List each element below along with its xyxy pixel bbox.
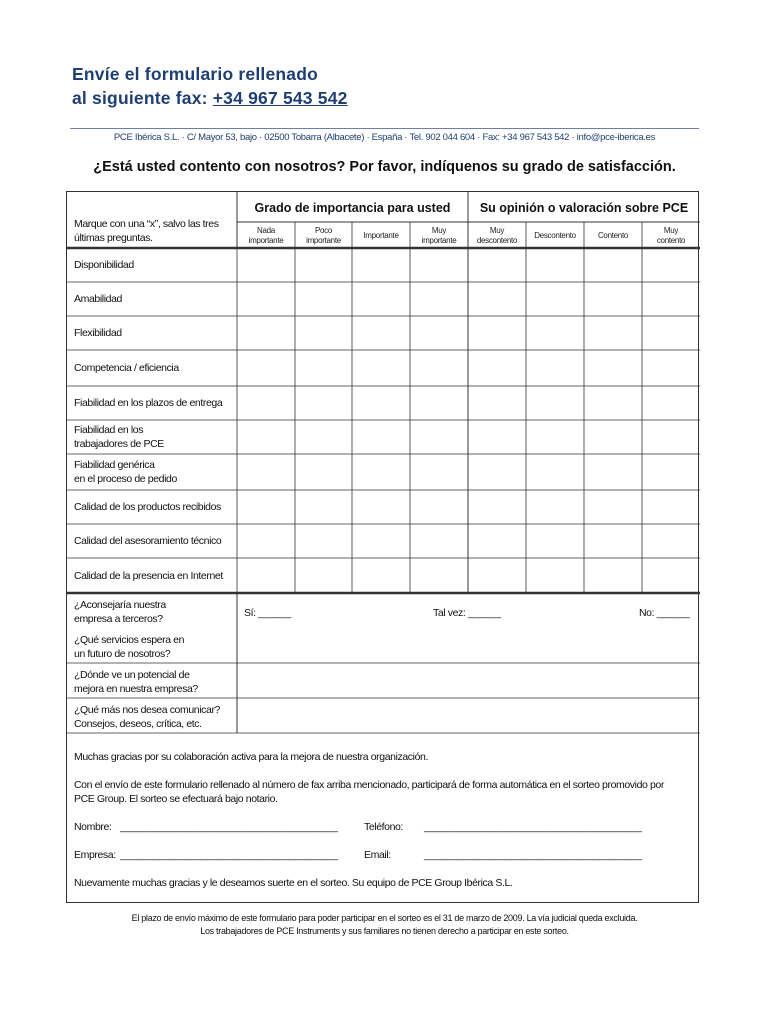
fax-instructions-line2: al siguiente fax: +34 967 543 542	[72, 88, 348, 108]
opinion-checkbox-cell[interactable]	[526, 248, 584, 282]
importance-checkbox-cell[interactable]	[237, 524, 295, 558]
rating-row-label: Calidad de la presencia en Internet	[74, 569, 223, 582]
opinion-checkbox-cell[interactable]	[642, 524, 700, 558]
opinion-checkbox-cell[interactable]	[584, 282, 642, 316]
form-instructions: Marque con una “x”, salvo las tres últimas preguntas.	[74, 218, 219, 244]
phone-label: Teléfono:	[364, 821, 404, 833]
company-address: PCE Ibérica S.L. · C/ Mayor 53, bajo · 02500 Tobarra (Albacete) · España · Tel. 902 044 604 · Fax: +34 967 543 542 · info@pce-iberica.es	[113, 132, 656, 143]
importance-checkbox-cell[interactable]	[237, 420, 295, 454]
phone-field[interactable]: ________________________________________	[424, 821, 642, 833]
importance-checkbox-cell[interactable]	[295, 558, 352, 593]
importance-checkbox-cell[interactable]	[295, 454, 352, 490]
importance-checkbox-cell[interactable]	[295, 386, 352, 420]
opinion-checkbox-cell[interactable]	[584, 490, 642, 524]
importance-checkbox-cell[interactable]	[410, 420, 468, 454]
opinion-checkbox-cell[interactable]	[468, 490, 526, 524]
email-field[interactable]: ________________________________________	[424, 849, 642, 861]
importance-checkbox-cell[interactable]	[295, 316, 352, 350]
importance-checkbox-cell[interactable]	[352, 316, 410, 350]
importance-checkbox-cell[interactable]	[410, 316, 468, 350]
importance-checkbox-cell[interactable]	[237, 386, 295, 420]
opinion-checkbox-cell[interactable]	[468, 386, 526, 420]
company-label: Empresa:	[74, 849, 116, 861]
importance-checkbox-cell[interactable]	[237, 490, 295, 524]
opinion-checkbox-cell[interactable]	[468, 282, 526, 316]
satisfaction-form	[66, 191, 699, 903]
fax-instructions-line1: Envíe el formulario rellenado	[72, 64, 319, 84]
opinion-checkbox-cell[interactable]	[642, 454, 700, 490]
importance-checkbox-cell[interactable]	[352, 558, 410, 593]
importance-level-label: Muy importante	[421, 225, 457, 245]
importance-checkbox-cell[interactable]	[295, 282, 352, 316]
importance-checkbox-cell[interactable]	[237, 350, 295, 386]
opinion-checkbox-cell[interactable]	[642, 248, 700, 282]
importance-checkbox-cell[interactable]	[352, 490, 410, 524]
name-label: Nombre:	[74, 821, 112, 833]
opinion-checkbox-cell[interactable]	[468, 558, 526, 593]
opinion-checkbox-cell[interactable]	[526, 558, 584, 593]
header-divider	[70, 128, 699, 129]
fax-number: +34 967 543 542	[212, 88, 348, 108]
recommend-question: ¿Aconsejaría nuestra empresa a terceros?	[74, 599, 166, 625]
open-answer-field[interactable]	[238, 630, 699, 662]
importance-checkbox-cell[interactable]	[237, 248, 295, 282]
importance-checkbox-cell[interactable]	[352, 248, 410, 282]
opinion-checkbox-cell[interactable]	[526, 316, 584, 350]
recommend-no[interactable]: No: ______	[639, 607, 690, 619]
email-label: Email:	[364, 849, 391, 861]
rating-row-label: Fiabilidad en los trabajadores de PCE	[74, 424, 164, 450]
rating-row-label: Calidad de los productos recibidos	[74, 501, 221, 513]
importance-checkbox-cell[interactable]	[410, 248, 468, 282]
importance-checkbox-cell[interactable]	[410, 558, 468, 593]
importance-checkbox-cell[interactable]	[410, 524, 468, 558]
opinion-checkbox-cell[interactable]	[584, 454, 642, 490]
fax-instructions	[72, 62, 348, 110]
importance-checkbox-cell[interactable]	[237, 282, 295, 316]
importance-checkbox-cell[interactable]	[295, 248, 352, 282]
importance-checkbox-cell[interactable]	[352, 350, 410, 386]
raffle-text: Con el envío de este formulario rellenado al número de fax arriba mencionado, participará de forma automática en el sorteo promovido por PCE Group. El sorteo se efectuará bajo notario.	[74, 779, 664, 805]
opinion-checkbox-cell[interactable]	[584, 524, 642, 558]
rating-row-label: Calidad del asesoramiento técnico	[74, 535, 222, 547]
opinion-checkbox-cell[interactable]	[468, 350, 526, 386]
opinion-checkbox-cell[interactable]	[526, 282, 584, 316]
open-answer-field[interactable]	[238, 664, 699, 697]
opinion-checkbox-cell[interactable]	[584, 350, 642, 386]
importance-checkbox-cell[interactable]	[352, 386, 410, 420]
rating-row-label: Amabilidad	[74, 293, 122, 305]
importance-checkbox-cell[interactable]	[237, 454, 295, 490]
open-question-label: ¿Qué servicios espera en un futuro de nosotros?	[74, 634, 185, 660]
importance-checkbox-cell[interactable]	[352, 420, 410, 454]
rating-row-label: Flexibilidad	[74, 327, 122, 339]
opinion-checkbox-cell[interactable]	[526, 524, 584, 558]
opinion-checkbox-cell[interactable]	[526, 490, 584, 524]
opinion-checkbox-cell[interactable]	[468, 248, 526, 282]
rating-row-label: Disponibilidad	[74, 259, 134, 271]
open-question-label: ¿Qué más nos desea comunicar? Consejos, deseos, crítica, etc.	[74, 703, 220, 730]
recommend-maybe[interactable]: Tal vez: ______	[433, 607, 501, 619]
opinion-checkbox-cell[interactable]	[642, 490, 700, 524]
importance-checkbox-cell[interactable]	[295, 490, 352, 524]
opinion-checkbox-cell[interactable]	[468, 316, 526, 350]
importance-checkbox-cell[interactable]	[295, 350, 352, 386]
opinion-checkbox-cell[interactable]	[526, 386, 584, 420]
rating-row-label: Fiabilidad genérica en el proceso de pedido	[74, 459, 177, 485]
opinion-level-label: Contento	[597, 230, 629, 240]
importance-checkbox-cell[interactable]	[352, 454, 410, 490]
opinion-checkbox-cell[interactable]	[642, 316, 700, 350]
importance-checkbox-cell[interactable]	[352, 282, 410, 316]
rating-row-label: Competencia / eficiencia	[74, 362, 179, 374]
opinion-checkbox-cell[interactable]	[584, 558, 642, 593]
importance-checkbox-cell[interactable]	[410, 454, 468, 490]
footer-deadline: El plazo de envío máximo de este formulario para poder participar en el sorteo es el 31 de marzo de 2009. La vía judicial queda excluida.	[131, 913, 638, 923]
importance-checkbox-cell[interactable]	[237, 558, 295, 593]
farewell-text: Nuevamente muchas gracias y le deseamos suerte en el sorteo. Su equipo de PCE Group Ibérica S.L.	[74, 877, 513, 889]
opinion-checkbox-cell[interactable]	[468, 524, 526, 558]
opinion-checkbox-cell[interactable]	[584, 386, 642, 420]
opinion-checkbox-cell[interactable]	[584, 316, 642, 350]
opinion-checkbox-cell[interactable]	[642, 282, 700, 316]
open-answer-field[interactable]	[238, 699, 699, 732]
opinion-checkbox-cell[interactable]	[468, 454, 526, 490]
company-field[interactable]: ________________________________________	[120, 849, 338, 861]
opinion-checkbox-cell[interactable]	[642, 558, 700, 593]
importance-checkbox-cell[interactable]	[410, 386, 468, 420]
opinion-checkbox-cell[interactable]	[526, 420, 584, 454]
importance-checkbox-cell[interactable]	[410, 350, 468, 386]
opinion-checkbox-cell[interactable]	[584, 420, 642, 454]
opinion-checkbox-cell[interactable]	[468, 420, 526, 454]
importance-checkbox-cell[interactable]	[410, 490, 468, 524]
importance-level-label: Importante	[363, 230, 399, 240]
open-question-label: ¿Dónde ve un potencial de mejora en nuestra empresa?	[74, 668, 198, 695]
satisfaction-question: ¿Está usted contento con nosotros? Por favor, indíquenos su grado de satisfacción.	[93, 159, 676, 175]
opinion-level-label: Descontento	[534, 230, 576, 240]
rating-row-label: Fiabilidad en los plazos de entrega	[74, 397, 223, 409]
opinion-level-label: Muy contento	[656, 225, 686, 245]
opinion-checkbox-cell[interactable]	[642, 386, 700, 420]
importance-checkbox-cell[interactable]	[352, 524, 410, 558]
importance-level-label: Nada importante	[248, 225, 284, 245]
footer-exclusion: Los trabajadores de PCE Instruments y sus familiares no tienen derecho a participar en este sorteo.	[200, 926, 569, 936]
opinion-level-label: Muy descontento	[476, 225, 518, 245]
importance-level-label: Poco importante	[306, 225, 341, 245]
thanks-text: Muchas gracias por su colaboración activa para la mejora de nuestra organización.	[74, 751, 428, 763]
importance-checkbox-cell[interactable]	[237, 316, 295, 350]
opinion-checkbox-cell[interactable]	[526, 350, 584, 386]
recommend-yes[interactable]: Sí: ______	[244, 607, 291, 619]
name-field[interactable]: ________________________________________	[120, 821, 338, 833]
opinion-checkbox-cell[interactable]	[584, 248, 642, 282]
importance-checkbox-cell[interactable]	[295, 524, 352, 558]
importance-checkbox-cell[interactable]	[295, 420, 352, 454]
opinion-checkbox-cell[interactable]	[642, 350, 700, 386]
legal-footer	[70, 912, 699, 938]
opinion-header: Su opinión o valoración sobre PCE	[479, 201, 689, 215]
opinion-checkbox-cell[interactable]	[526, 454, 584, 490]
opinion-checkbox-cell[interactable]	[642, 420, 700, 454]
importance-checkbox-cell[interactable]	[410, 282, 468, 316]
importance-header: Grado de importancia para usted	[254, 201, 451, 215]
